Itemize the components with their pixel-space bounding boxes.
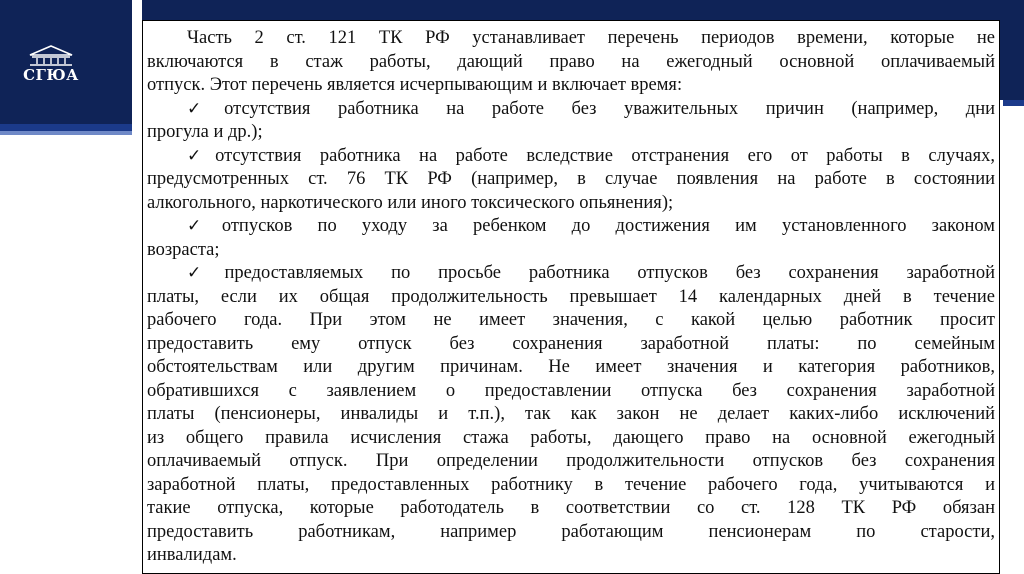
- logo-text: СГЮА: [23, 66, 79, 84]
- banner-light-stripe: [0, 131, 132, 135]
- banner-stripe: [0, 124, 132, 131]
- text-line: из общего правила исчисления стажа работы, дающего право на основной ежегодный: [147, 427, 995, 448]
- text-line: отсутствия работника на работе вследствие отстранения его от работы в случаях,: [215, 145, 995, 166]
- top-bar: [142, 0, 1000, 20]
- text-line: отпуск. Этот перечень является исчерпывающим и включает время:: [147, 75, 683, 95]
- text-line: отсутствия работника на работе без уважительных причин (например, дни: [224, 98, 995, 119]
- text-line: такие отпуска, которые работодатель в соответствии со ст. 128 ТК РФ обязан: [147, 498, 995, 518]
- checkmark-icon: ✓: [187, 145, 216, 166]
- right-corner-bar: [1000, 0, 1024, 100]
- university-logo: [18, 44, 84, 92]
- text-line: отпусков по уходу за ребенком до достижения им установленного законом: [221, 216, 995, 236]
- left-banner: [0, 0, 142, 574]
- checkmark-icon: ✓: [187, 263, 225, 283]
- text-line: включаются в стаж работы, дающий право на ежегодный основной оплачиваемый: [147, 51, 995, 72]
- text-line: алкогольного, наркотического или иного токсического опьянения);: [147, 192, 674, 213]
- checkmark-icon: ✓: [187, 216, 222, 236]
- intro-paragraph: [147, 27, 995, 98]
- list-item: [147, 145, 995, 216]
- text-line: платы, если их общая продолжительность превышает 14 календарных дней в течение: [147, 286, 995, 307]
- list-item: [147, 215, 995, 262]
- list-item: [147, 98, 995, 145]
- text-line: возраста;: [147, 239, 220, 260]
- institution-building-icon: [18, 44, 84, 66]
- text-line: предусмотренных ст. 76 ТК РФ (например, в случае появления на работе в состоянии: [147, 169, 995, 189]
- text-line: обратившихся с заявлением о предоставлении отпуска без сохранения заработной: [147, 380, 995, 401]
- text-line: Часть 2 ст. 121 ТК РФ устанавливает перечень периодов времени, которые не: [187, 28, 995, 48]
- text-line: предоставить ему отпуск без сохранения заработной платы: по семейным: [147, 333, 995, 354]
- text-line: платы (пенсионеры, инвалиды и т.п.), так как закон не делает каких-либо исключений: [147, 404, 995, 424]
- text-line: предоставляемых по просьбе работника отпусков без сохранения заработной: [224, 263, 995, 283]
- text-line: заработной платы, предоставленных работнику в течение рабочего года, учитываются и: [147, 474, 995, 495]
- text-line: инвалидам.: [147, 545, 237, 565]
- document-text: [147, 27, 995, 568]
- text-line: обстоятельствам или другим причинам. Не имеет значения и категория работников,: [147, 357, 995, 377]
- right-corner-stripe: [1003, 100, 1024, 106]
- text-line: оплачиваемый отпуск. При определении продолжительности отпусков без сохранения: [147, 451, 995, 471]
- checkmark-icon: ✓: [187, 98, 225, 119]
- content-panel: [142, 20, 1000, 574]
- list-item: [147, 262, 995, 568]
- text-line: прогула и др.);: [147, 122, 263, 142]
- text-line: рабочего года. При этом не имеет значения, с какой целью работник просит: [147, 310, 995, 330]
- text-line: предоставить работникам, например работающим пенсионерам по старости,: [147, 521, 995, 542]
